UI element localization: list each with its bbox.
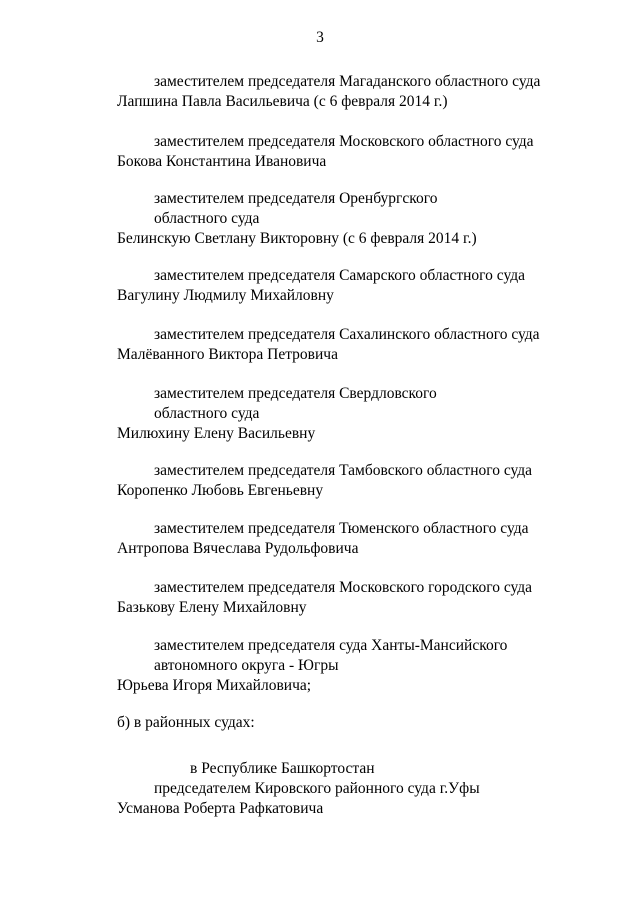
appointment-entry [0,72,640,112]
appointment-position: заместителем председателя Московского городского суда [154,579,533,596]
appointment-person: Бокова Константина Ивановича [117,153,327,170]
appointment-entry [0,384,640,444]
district-appointment-entry [0,759,640,819]
appointment-position-continued: областного суда [154,405,260,422]
appointment-person: Усманова Роберта Рафкатовича [117,800,324,817]
appointment-position: заместителем председателя Магаданского областного суда [154,73,541,90]
appointment-person: Антропова Вячеслава Рудольфовича [117,540,359,557]
appointment-position: заместителем председателя Тамбовского областного суда [154,462,533,479]
appointment-position: заместителем председателя Тюменского областного суда [154,520,529,537]
section-b [0,713,640,733]
appointment-entry [0,325,640,365]
appointment-position: председателем Кировского районного суда г.Уфы [154,780,480,797]
appointment-person: Малёванного Виктора Петровича [117,346,338,363]
page-number: 3 [316,29,324,46]
appointment-person: Базькову Елену Михайловну [117,599,307,616]
appointment-person: Белинскую Светлану Викторовну (с 6 февраля 2014 г.) [117,230,477,247]
appointment-position: заместителем председателя Оренбургского [154,190,438,207]
appointment-position: заместителем председателя Свердловского [154,385,437,402]
appointment-entry [0,519,640,559]
region-label: в Республике Башкортостан [190,760,375,777]
appointment-entry [0,132,640,172]
appointment-position-continued: областного суда [154,210,260,227]
appointment-entry [0,266,640,306]
appointment-position: заместителем председателя Самарского областного суда [154,267,525,284]
appointment-position: заместителем председателя Московского областного суда [154,133,534,150]
appointment-entry [0,189,640,249]
section-heading: б) в районных судах: [117,714,255,731]
appointment-entry [0,461,640,501]
appointment-entry [0,636,640,696]
appointment-person: Лапшина Павла Васильевича (с 6 февраля 2014 г.) [117,93,448,110]
appointment-person: Вагулину Людмилу Михайловну [117,287,334,304]
appointment-position: заместителем председателя Сахалинского областного суда [154,326,540,343]
appointment-person: Юрьева Игоря Михайловича; [117,677,312,694]
appointment-position: заместителем председателя суда Ханты-Мансийского [154,637,508,654]
appointment-entry [0,578,640,618]
appointment-person: Коропенко Любовь Евгеньевну [117,482,324,499]
appointment-person: Милюхину Елену Васильевну [117,425,316,442]
appointment-position-continued: автономного округа - Югры [154,657,339,674]
